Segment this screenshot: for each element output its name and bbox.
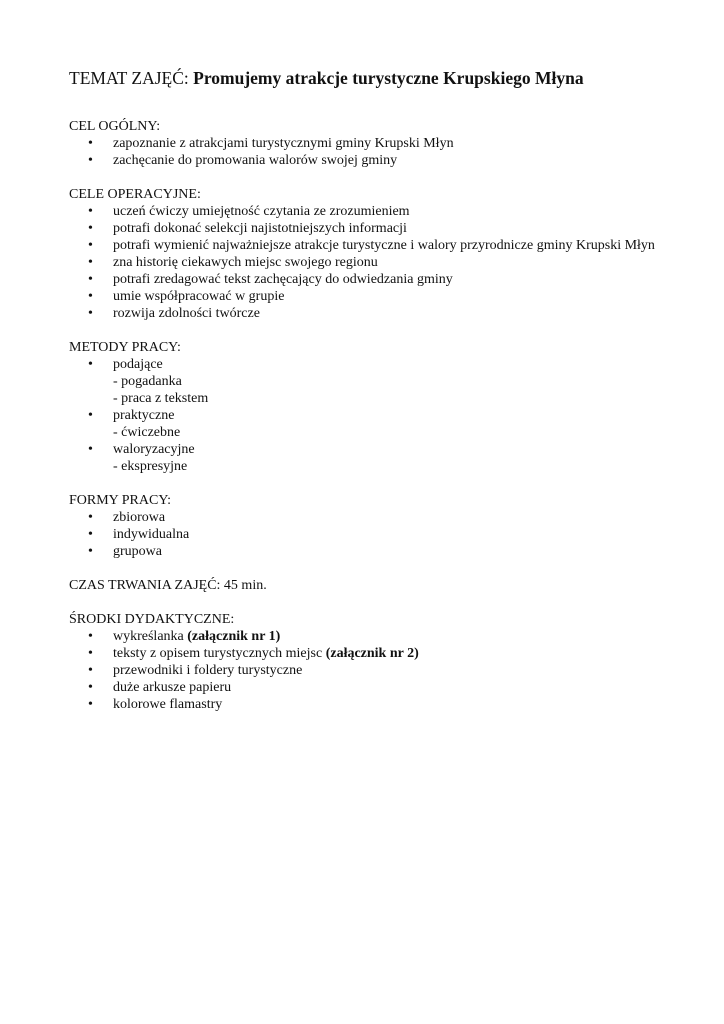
list-item <box>69 203 669 220</box>
bullet-list <box>69 135 669 169</box>
list-item-text: grupowa <box>113 544 162 559</box>
section-heading: METODY PRACY: <box>69 340 181 355</box>
bullet-icon: • <box>88 680 93 695</box>
section-srodki-dydaktyczne <box>69 611 669 713</box>
list-item-text: zna historię ciekawych miejsc swojego regionu <box>113 255 378 270</box>
list-item <box>69 135 669 152</box>
section-metody-pracy <box>69 339 669 475</box>
section-cele-operacyjne <box>69 186 669 322</box>
section-heading: CEL OGÓLNY: <box>69 119 161 134</box>
list-item-text: podające <box>113 357 163 372</box>
list-item-text: zachęcanie do promowania walorów swojej gminy <box>113 153 398 168</box>
bullet-icon: • <box>88 408 93 423</box>
bullet-icon: • <box>88 357 93 372</box>
list-item-text: rozwija zdolności twórcze <box>113 306 260 321</box>
bullet-icon: • <box>88 136 93 151</box>
list-item-text: przewodniki i foldery turystyczne <box>113 663 303 678</box>
bullet-icon: • <box>88 442 93 457</box>
bullet-icon: • <box>88 221 93 236</box>
bullet-list <box>69 628 669 713</box>
bullet-icon: • <box>88 527 93 542</box>
list-item-text: praktyczne <box>113 408 175 423</box>
bullet-icon: • <box>88 663 93 678</box>
list-item-text: zbiorowa <box>113 510 166 525</box>
sub-item: - praca z tekstem <box>113 391 209 406</box>
title-prefix: TEMAT ZAJĘĆ: <box>69 68 194 88</box>
list-item <box>69 407 669 441</box>
list-item <box>69 628 669 645</box>
list-item-text: umie współpracować w grupie <box>113 289 285 304</box>
section-cel-ogolny <box>69 118 669 169</box>
list-item-text: uczeń ćwiczy umiejętność czytania ze zrozumieniem <box>113 204 410 219</box>
list-item <box>69 662 669 679</box>
bullet-list <box>69 203 669 322</box>
list-item <box>69 441 669 475</box>
duration-text: CZAS TRWANIA ZAJĘĆ: 45 min. <box>69 578 267 593</box>
list-item <box>69 356 669 407</box>
bullet-icon: • <box>88 238 93 253</box>
bullet-icon: • <box>88 289 93 304</box>
page-title <box>69 66 669 90</box>
section-formy-pracy <box>69 492 669 560</box>
list-item <box>69 509 669 526</box>
bullet-list <box>69 356 669 475</box>
list-item <box>69 220 669 237</box>
list-item <box>69 288 669 305</box>
list-item-text: zapoznanie z atrakcjami turystycznymi gminy Krupski Młyn <box>113 136 454 151</box>
list-item-text: wykreślanka <box>113 629 188 644</box>
list-item <box>69 152 669 169</box>
list-item <box>69 237 669 254</box>
document-page <box>69 66 669 730</box>
bullet-icon: • <box>88 272 93 287</box>
bullet-icon: • <box>88 544 93 559</box>
attachment-ref: (załącznik nr 2) <box>325 646 419 661</box>
section-czas-trwania <box>69 577 669 594</box>
section-heading: CELE OPERACYJNE: <box>69 187 201 202</box>
list-item-text: waloryzacyjne <box>113 442 195 457</box>
bullet-icon: • <box>88 306 93 321</box>
list-item-text: potrafi zredagować tekst zachęcający do odwiedzania gminy <box>113 272 453 287</box>
list-item-text: potrafi wymienić najważniejsze atrakcje turystyczne i walory przyrodnicze gminy Krupski Młyn <box>113 238 655 253</box>
bullet-icon: • <box>88 646 93 661</box>
list-item <box>69 271 669 288</box>
bullet-icon: • <box>88 255 93 270</box>
list-item <box>69 543 669 560</box>
title-topic: Promujemy atrakcje turystyczne Krupskiego Młyna <box>193 68 584 88</box>
list-item <box>69 645 669 662</box>
list-item <box>69 696 669 713</box>
list-item-text: indywidualna <box>113 527 190 542</box>
list-item <box>69 305 669 322</box>
sub-item: - ćwiczebne <box>113 425 181 440</box>
sub-item: - pogadanka <box>113 374 182 389</box>
list-item <box>69 679 669 696</box>
list-item-text: teksty z opisem turystycznych miejsc <box>113 646 326 661</box>
section-heading: ŚRODKI DYDAKTYCZNE: <box>69 612 235 627</box>
list-item-text: potrafi dokonać selekcji najistotniejszych informacji <box>113 221 407 236</box>
bullet-icon: • <box>88 510 93 525</box>
sub-item: - ekspresyjne <box>113 459 188 474</box>
list-item <box>69 254 669 271</box>
bullet-icon: • <box>88 629 93 644</box>
bullet-list <box>69 509 669 560</box>
list-item-text: kolorowe flamastry <box>113 697 223 712</box>
section-heading: FORMY PRACY: <box>69 493 172 508</box>
bullet-icon: • <box>88 204 93 219</box>
bullet-icon: • <box>88 697 93 712</box>
list-item <box>69 526 669 543</box>
list-item-text: duże arkusze papieru <box>113 680 232 695</box>
attachment-ref: (załącznik nr 1) <box>187 629 281 644</box>
bullet-icon: • <box>88 153 93 168</box>
